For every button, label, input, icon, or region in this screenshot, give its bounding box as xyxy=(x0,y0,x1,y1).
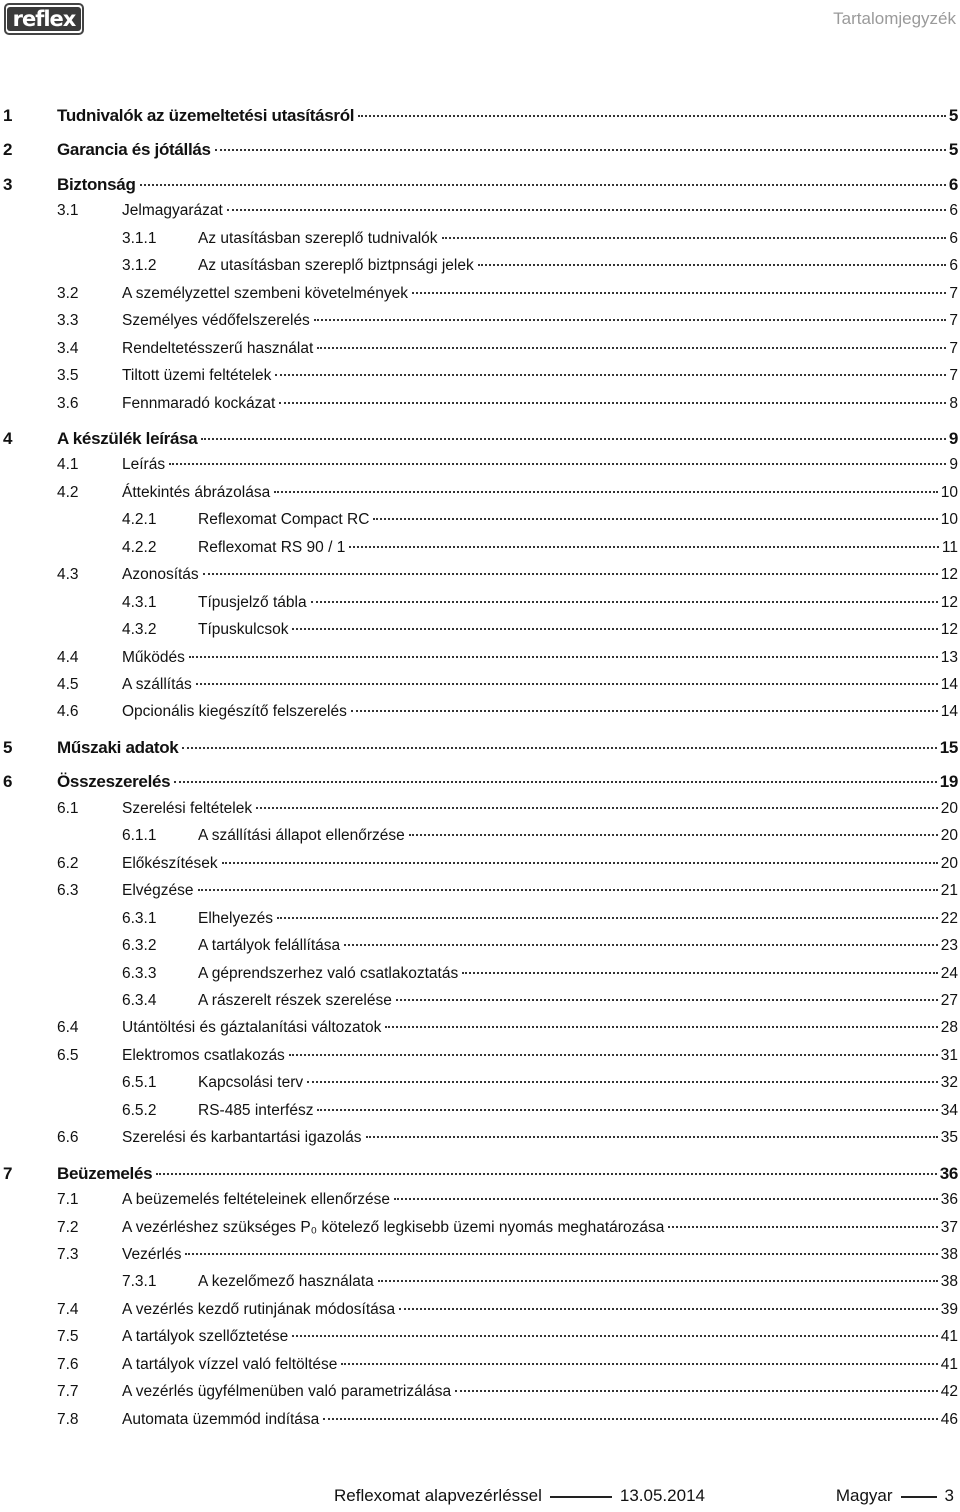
toc-entry-page: 8 xyxy=(949,394,958,412)
toc-dot-leader xyxy=(385,1026,937,1028)
toc-entry-page: 7 xyxy=(949,367,958,385)
footer-document-info xyxy=(334,1486,705,1506)
toc-dot-leader xyxy=(399,1308,938,1310)
toc-entry-page: 6 xyxy=(949,257,958,275)
toc-entry-page: 31 xyxy=(940,1046,958,1064)
toc-dot-leader xyxy=(182,747,936,749)
toc-entry-page: 10 xyxy=(940,483,958,501)
toc-entry-number: 6 xyxy=(3,772,13,792)
toc-entry-page: 21 xyxy=(940,882,958,900)
toc-dot-leader xyxy=(394,1198,938,1200)
toc-dot-leader xyxy=(198,889,938,891)
toc-entry-page: 9 xyxy=(948,428,958,448)
toc-entry-page: 37 xyxy=(940,1218,958,1236)
toc-entry-title: Az utasításban szereplő tudnivalók xyxy=(198,229,438,247)
toc-entry-page: 12 xyxy=(940,566,958,584)
toc-entry-number: 3.1.1 xyxy=(122,229,157,247)
toc-entry-page: 7 xyxy=(949,339,958,357)
toc-dot-leader xyxy=(185,1253,937,1255)
toc-entry-number: 6.5.1 xyxy=(122,1074,157,1092)
toc-entry-number: 2 xyxy=(3,140,13,160)
toc-entry-title: Elhelyezés xyxy=(198,909,273,927)
toc-entry-page: 7 xyxy=(949,312,958,330)
toc-entry-page: 24 xyxy=(940,964,958,982)
toc-dot-leader xyxy=(274,491,938,493)
toc-entry-title: Leírás xyxy=(122,456,166,474)
footer-date: 13.05.2014 xyxy=(619,1486,705,1505)
toc-entry-title: A vezérlés ügyfélmenüben való parametrizálása xyxy=(122,1383,452,1401)
toc-entry-number: 7.1 xyxy=(57,1191,79,1209)
toc-entry-number: 4.3.1 xyxy=(122,593,157,611)
toc-entry-title: Személyes védőfelszerelés xyxy=(122,312,310,330)
toc-entry-number: 6.3.4 xyxy=(122,991,157,1009)
toc-dot-leader xyxy=(396,999,938,1001)
toc-entry-title: A kezelőmező használata xyxy=(198,1273,374,1291)
toc-dot-leader xyxy=(201,438,945,440)
toc-dot-leader xyxy=(189,656,938,658)
toc-entry-title: Rendeltetésszerű használat xyxy=(122,339,314,357)
toc-entry-number: 4.2 xyxy=(57,483,79,501)
toc-entry-title: Fennmaradó kockázat xyxy=(122,394,276,412)
toc-entry-number: 3.5 xyxy=(57,367,79,385)
toc-dot-leader xyxy=(409,834,938,836)
toc-entry-number: 3.3 xyxy=(57,312,79,330)
toc-dot-leader xyxy=(289,1054,938,1056)
toc-entry-title: Azonosítás xyxy=(122,566,199,584)
toc-entry-title: Műszaki adatok xyxy=(57,737,179,757)
toc-entry-page: 35 xyxy=(940,1129,958,1147)
toc-entry-title: A szállítás xyxy=(122,676,192,693)
toc-entry-number: 7.6 xyxy=(57,1355,79,1373)
toc-entry-number: 4.1 xyxy=(57,456,79,474)
toc-entry-title: Tiltott üzemi feltételek xyxy=(122,367,272,385)
toc-entry-page: 39 xyxy=(940,1300,958,1318)
toc-entry-number: 6.3.3 xyxy=(122,964,157,982)
toc-entry-number: 6.4 xyxy=(57,1019,79,1037)
toc-entry-title: Áttekintés ábrázolása xyxy=(122,483,271,501)
toc-entry-number: 3.4 xyxy=(57,339,79,357)
toc-entry-title: Összeszerelés xyxy=(57,772,171,792)
footer-page-number: 3 xyxy=(944,1486,954,1505)
toc-entry-page: 36 xyxy=(939,1163,958,1183)
toc-entry-page: 38 xyxy=(940,1246,958,1263)
toc-entry-title: A személyzettel szembeni követelmények xyxy=(122,284,409,302)
toc-entry-page: 42 xyxy=(940,1383,958,1401)
toc-dot-leader xyxy=(317,347,946,349)
toc-entry-number: 7.2 xyxy=(57,1218,79,1236)
toc-entry-title: Előkészítések xyxy=(122,854,218,872)
footer-language: Magyar xyxy=(835,1486,893,1505)
toc-entry-title: Biztonság xyxy=(57,174,136,194)
toc-entry-number: 4 xyxy=(3,428,13,448)
toc-dot-leader xyxy=(307,1081,938,1083)
toc-entry-number: 4.3.2 xyxy=(122,621,157,639)
toc-dot-leader xyxy=(140,184,946,186)
toc-dot-leader xyxy=(349,546,939,548)
toc-entry-title: Elvégzése xyxy=(122,882,194,900)
toc-entry-page: 41 xyxy=(940,1355,958,1373)
toc-entry-number: 7.5 xyxy=(57,1328,79,1346)
toc-dot-leader xyxy=(275,374,946,376)
toc-entry-page: 15 xyxy=(939,737,958,757)
toc-dot-leader xyxy=(222,862,938,864)
toc-entry-number: 7.3.1 xyxy=(122,1273,157,1291)
toc-dot-leader xyxy=(215,149,946,151)
toc-dot-leader xyxy=(227,209,947,211)
toc-dot-leader xyxy=(277,917,938,919)
toc-entry-page: 34 xyxy=(940,1101,958,1119)
toc-entry-page: 22 xyxy=(940,909,958,927)
toc-entry-title: A géprendszerhez való csatlakoztatás xyxy=(198,964,459,982)
toc-dot-leader xyxy=(311,601,938,603)
toc-dot-leader xyxy=(174,781,936,783)
toc-entry-number: 6.3 xyxy=(57,882,79,900)
toc-dot-leader xyxy=(169,463,946,465)
toc-entry-title: RS-485 interfész xyxy=(198,1101,314,1119)
toc-entry-number: 4.5 xyxy=(57,676,79,693)
toc-entry-number: 6.6 xyxy=(57,1129,79,1147)
toc-entry-page: 7 xyxy=(949,284,958,302)
toc-entry-number: 3 xyxy=(3,174,13,194)
toc-dot-leader xyxy=(668,1226,937,1228)
toc-dot-leader xyxy=(203,573,938,575)
toc-entry-title: A tartályok szellőztetése xyxy=(122,1328,289,1346)
toc-dot-leader xyxy=(279,402,946,404)
toc-entry-title: Szerelési és karbantartási igazolás xyxy=(122,1129,362,1147)
toc-entry-number: 7.4 xyxy=(57,1300,79,1318)
toc-entry-number: 7.3 xyxy=(57,1246,79,1263)
toc-entry-number: 7.8 xyxy=(57,1410,79,1428)
toc-dot-leader xyxy=(341,1363,937,1365)
toc-entry-title: A tartályok vízzel való feltöltése xyxy=(122,1355,338,1373)
toc-entry-page: 6 xyxy=(949,202,958,220)
toc-entry-number: 6.5.2 xyxy=(122,1101,157,1119)
toc-entry-page: 14 xyxy=(940,703,958,721)
logo-text: reflex xyxy=(7,7,82,31)
toc-entry-page: 20 xyxy=(940,827,958,845)
reflex-logo xyxy=(4,3,84,35)
toc-dot-leader xyxy=(317,1109,937,1111)
toc-entry-title: A beüzemelés feltételeinek ellenőrzése xyxy=(122,1191,390,1209)
toc-entry-number: 3.6 xyxy=(57,394,79,412)
toc-dot-leader xyxy=(478,264,947,266)
toc-entry-page: 6 xyxy=(948,174,958,194)
toc-entry-title: A vezérléshez szükséges P₀ kötelező legkisebb üzemi nyomás meghatározása xyxy=(122,1218,665,1236)
toc-entry-page: 32 xyxy=(940,1074,958,1092)
toc-entry-title: Kapcsolási terv xyxy=(198,1074,304,1092)
toc-entry-title: Működés xyxy=(122,648,185,666)
toc-entry-number: 6.5 xyxy=(57,1046,79,1064)
toc-entry-page: 12 xyxy=(940,593,958,611)
toc-entry-page: 11 xyxy=(941,538,958,556)
toc-entry-page: 12 xyxy=(940,621,958,639)
toc-entry-title: A vezérlés kezdő rutinjának módosítása xyxy=(122,1300,396,1318)
toc-entry-number: 6.1.1 xyxy=(122,827,157,845)
toc-entry-page: 10 xyxy=(940,511,958,529)
toc-entry-number: 4.6 xyxy=(57,703,79,721)
toc-entry-number: 3.1.2 xyxy=(122,257,157,275)
toc-entry-title: Elektromos csatlakozás xyxy=(122,1046,285,1064)
toc-entry-title: Beüzemelés xyxy=(57,1163,153,1183)
toc-dot-leader xyxy=(455,1390,938,1392)
toc-entry-title: Típusjelző tábla xyxy=(198,593,307,611)
toc-entry-title: A készülék leírása xyxy=(57,428,198,448)
toc-entry-number: 3.2 xyxy=(57,284,79,302)
toc-dot-leader xyxy=(196,683,938,685)
toc-dot-leader xyxy=(344,944,938,946)
header-title: Tartalomjegyzék xyxy=(833,9,956,28)
toc-entry-page: 5 xyxy=(948,106,958,125)
toc-dot-leader xyxy=(256,807,938,809)
toc-dot-leader xyxy=(351,710,938,712)
toc-entry-title: A rászerelt részek szerelése xyxy=(198,991,392,1009)
toc-entry-page: 13 xyxy=(940,648,958,666)
toc-entry-page: 20 xyxy=(940,799,958,817)
toc-entry-page: 6 xyxy=(949,229,958,247)
toc-entry-title: Automata üzemmód indítása xyxy=(122,1410,320,1428)
toc-entry-number: 4.2.2 xyxy=(122,538,157,556)
toc-entry-number: 3.1 xyxy=(57,202,79,220)
footer-page-info xyxy=(836,1486,954,1506)
toc-entry-title: Utántöltési és gáztalanítási változatok xyxy=(122,1019,382,1037)
toc-entry-number: 6.2 xyxy=(57,854,79,872)
toc-dot-leader xyxy=(412,292,946,294)
toc-dot-leader xyxy=(156,1173,936,1175)
toc-entry-page: 36 xyxy=(940,1191,958,1209)
toc-entry-title: Az utasításban szereplő biztpnsági jelek xyxy=(198,257,474,275)
toc-entry-page: 14 xyxy=(940,676,958,693)
toc-entry-page: 9 xyxy=(949,456,958,474)
toc-entry-title: Reflexomat Compact RC xyxy=(198,511,370,529)
toc-entry-number: 6.3.2 xyxy=(122,937,157,955)
toc-entry-page: 38 xyxy=(940,1273,958,1291)
toc-entry-number: 1 xyxy=(3,106,13,125)
toc-entry-page: 20 xyxy=(940,854,958,872)
toc-entry-page: 27 xyxy=(940,991,958,1009)
footer-separator xyxy=(550,1496,612,1498)
toc-entry-page: 19 xyxy=(939,772,958,792)
toc-entry-title: Opcionális kiegészítő felszerelés xyxy=(122,703,347,721)
toc-dot-leader xyxy=(442,237,947,239)
toc-entry-page: 46 xyxy=(940,1410,958,1428)
toc-entry-number: 6.1 xyxy=(57,799,79,817)
footer-doc-title: Reflexomat alapvezérléssel xyxy=(334,1486,542,1505)
toc-entry-title: A tartályok felállítása xyxy=(198,937,341,955)
toc-entry-number: 7 xyxy=(3,1163,13,1183)
toc-dot-leader xyxy=(373,518,937,520)
toc-dot-leader xyxy=(366,1136,938,1138)
toc-dot-leader xyxy=(378,1280,938,1282)
toc-entry-page: 41 xyxy=(940,1328,958,1346)
toc-entry-title: Tudnivalók az üzemeltetési utasításról xyxy=(57,106,355,125)
toc-entry-number: 5 xyxy=(3,737,13,757)
footer-separator xyxy=(901,1496,937,1498)
toc-entry-number: 4.2.1 xyxy=(122,511,157,529)
toc-entry-page: 23 xyxy=(940,937,958,955)
toc-entry-page: 28 xyxy=(940,1019,958,1037)
toc-dot-leader xyxy=(292,628,937,630)
toc-entry-title: Garancia és jótállás xyxy=(57,140,211,160)
toc-dot-leader xyxy=(314,319,947,321)
toc-dot-leader xyxy=(323,1418,937,1420)
toc-entry-number: 4.4 xyxy=(57,648,79,666)
toc-entry-title: Jelmagyarázat xyxy=(122,202,223,220)
toc-entry-number: 7.7 xyxy=(57,1383,79,1401)
toc-entry-title: Reflexomat RS 90 / 1 xyxy=(198,538,346,556)
toc-dot-leader xyxy=(292,1335,937,1337)
toc-entry-title: A szállítási állapot ellenőrzése xyxy=(198,827,405,845)
toc-entry-title: Típuskulcsok xyxy=(198,621,289,639)
toc-entry-page: 5 xyxy=(948,140,958,160)
toc-entry-number: 4.3 xyxy=(57,566,79,584)
toc-entry-title: Vezérlés xyxy=(122,1246,182,1263)
toc-entry-number: 6.3.1 xyxy=(122,909,157,927)
toc-entry-title: Szerelési feltételek xyxy=(122,799,253,817)
toc-dot-leader xyxy=(462,972,938,974)
toc-dot-leader xyxy=(358,115,946,117)
